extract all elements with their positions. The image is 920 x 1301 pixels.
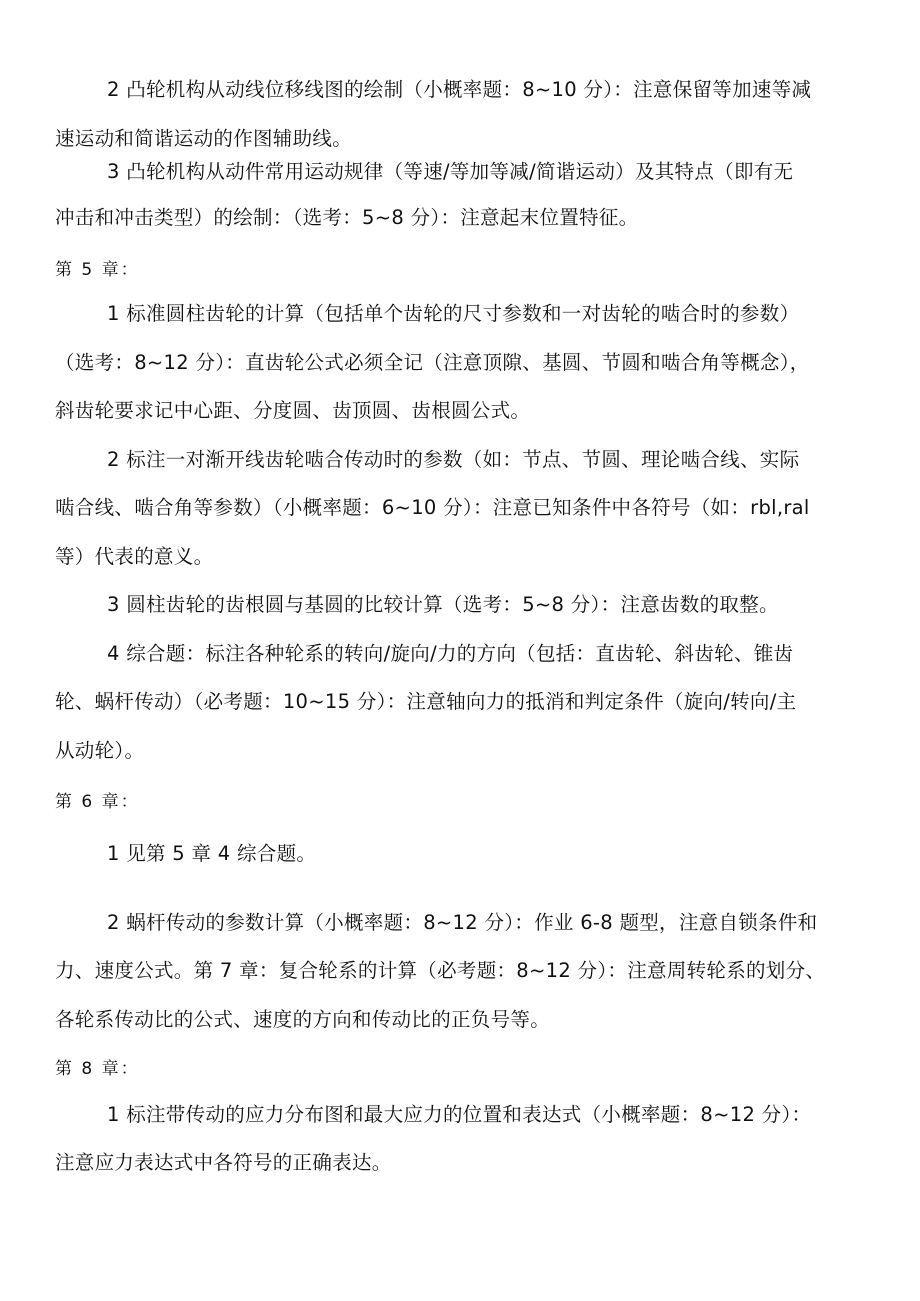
text-line: 等）代表的意义。 bbox=[55, 545, 214, 568]
text-line: 冲击和冲击类型）的绘制：（选考：5~8 分）：注意起末位置特征。 bbox=[55, 206, 639, 229]
text-line: 1 标准圆柱齿轮的计算（包括单个齿轮的尺寸参数和一对齿轮的啮合时的参数） bbox=[107, 302, 800, 325]
chapter-heading: 第 8 章： bbox=[55, 1059, 140, 1079]
text-line: 2 标注一对渐开线齿轮啮合传动时的参数（如：节点、节圆、理论啮合线、实际 bbox=[107, 448, 800, 471]
text-line: （选考：8~12 分）：直齿轮公式必须全记（注意顶隙、基圆、节圆和啮合角等概念）， bbox=[55, 351, 810, 374]
text-line: 轮、蜗杆传动）（必考题：10~15 分）：注意轴向力的抵消和判定条件（旋向/转向/主 bbox=[55, 690, 797, 713]
text-line: 1 标注带传动的应力分布图和最大应力的位置和表达式（小概率题：8~12 分）： bbox=[107, 1103, 812, 1126]
text-line: 力、速度公式。第 7 章：复合轮系的计算（必考题：8~12 分）：注意周转轮系的划分、 bbox=[55, 959, 826, 982]
text-line: 各轮系传动比的公式、速度的方向和传动比的正负号等。 bbox=[55, 1008, 551, 1031]
chapter-heading: 第 6 章： bbox=[55, 792, 140, 812]
text-line: 3 凸轮机构从动件常用运动规律（等速/等加等减/简谐运动）及其特点（即有无 bbox=[107, 160, 794, 183]
text-line: 啮合线、啮合角等参数）（小概率题：6~10 分）：注意已知条件中各符号（如：rbl,ral bbox=[55, 496, 810, 519]
text-line: 1 见第 5 章 4 综合题。 bbox=[107, 842, 317, 865]
text-line: 从动轮）。 bbox=[55, 739, 145, 762]
chapter-heading: 第 5 章： bbox=[55, 260, 140, 280]
text-line: 4 综合题：标注各种轮系的转向/旋向/力的方向（包括：直齿轮、斜齿轮、锥齿 bbox=[107, 642, 794, 665]
text-line: 3 圆柱齿轮的齿根圆与基圆的比较计算（选考：5~8 分）：注意齿数的取整。 bbox=[107, 593, 779, 616]
text-line: 注意应力表达式中各符号的正确表达。 bbox=[55, 1151, 392, 1174]
text-line: 速运动和简谐运动的作图辅助线。 bbox=[55, 127, 353, 150]
text-line: 2 蜗杆传动的参数计算（小概率题：8~12 分）：作业 6-8 题型，注意自锁条件和 bbox=[107, 911, 818, 934]
text-line: 2 凸轮机构从动线位移线图的绘制（小概率题：8~10 分）：注意保留等加速等减 bbox=[107, 78, 812, 101]
text-line: 斜齿轮要求记中心距、分度圆、齿顶圆、齿根圆公式。 bbox=[55, 399, 531, 422]
